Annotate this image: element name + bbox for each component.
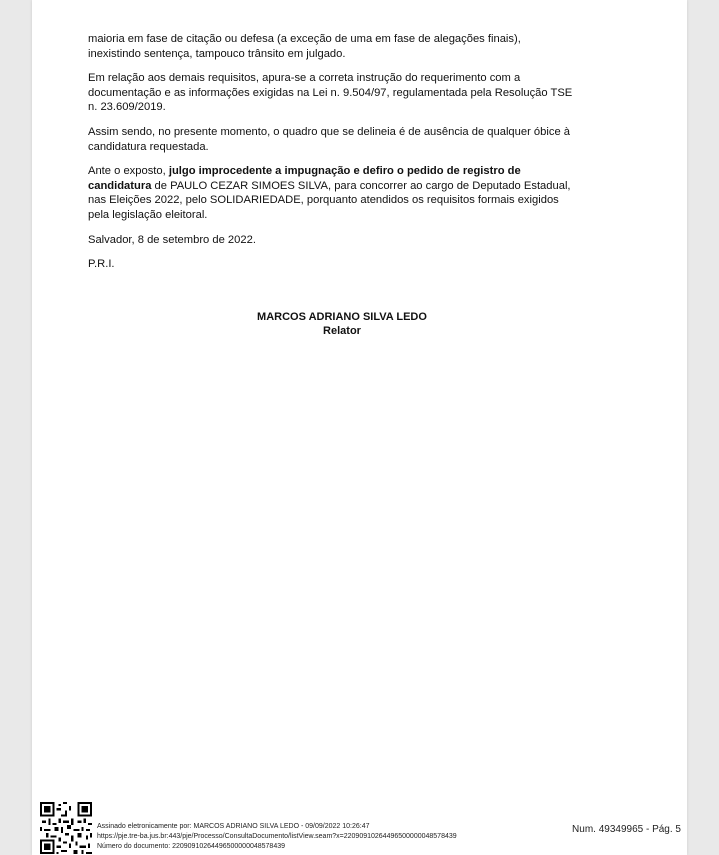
electronic-signature-text: Assinado eletronicamente por: MARCOS ADRIANO SILVA LEDO - 09/09/2022 10:26:47 (97, 823, 370, 830)
paragraph-pending-cases (88, 32, 588, 61)
place-date: Salvador, 8 de setembro de 2022. (88, 233, 256, 246)
ruling-decision-bold-cont: candidatura (88, 179, 152, 192)
text-line: nas Eleições 2022, pelo SOLIDARIEDADE, porquanto atendidos os requisitos formais exigidos (88, 194, 559, 207)
signatory-role: Relator (323, 325, 361, 337)
page-number: Num. 49349965 - Pág. 5 (572, 824, 681, 835)
text-line: n. 23.609/2019. (88, 101, 166, 114)
text-line (88, 164, 588, 179)
document-url-link[interactable]: https://pje.tre-ba.jus.br:443/pje/Processo/ConsultaDocumento/listView.seam?x=22090910264496500000048578439 (97, 833, 457, 840)
document-page (32, 0, 687, 855)
text-line: Assim sendo, no presente momento, o quadro que se delineia é de ausência de qualquer óbice à (88, 125, 571, 138)
text-line: pela legislação eleitoral. (88, 208, 208, 221)
paragraph-ruling (88, 164, 588, 222)
text-line: inexistindo sentença, tampouco trânsito em julgado. (88, 47, 346, 60)
qr-code-icon (40, 802, 92, 854)
ruling-intro: Ante o exposto, (88, 165, 169, 178)
paragraph-conclusion (88, 125, 588, 154)
pri-note: P.R.I. (88, 258, 115, 271)
document-number: Número do documento: 22090910264496500000048578439 (97, 843, 285, 850)
ruling-decision-bold: julgo improcedente a impugnação e defiro o pedido de registro de (168, 165, 521, 178)
document-body (88, 32, 588, 282)
text-line: maioria em fase de citação ou defesa (a exceção de uma em fase de alegações finais), (88, 33, 521, 45)
signature-block (32, 310, 652, 338)
text-line: Em relação aos demais requisitos, apura-se a correta instrução do requerimento com a (88, 72, 521, 85)
signatory-name: MARCOS ADRIANO SILVA LEDO (257, 311, 427, 323)
signature-info (97, 822, 457, 852)
text-line (88, 179, 588, 194)
page-footer (32, 800, 687, 855)
paragraph-requirements (88, 71, 588, 115)
text-line: candidatura requestada. (88, 140, 209, 153)
text-line: documentação e as informações exigidas na Lei n. 9.504/97, regulamentada pela Resolução TSE (88, 86, 573, 99)
candidate-text: de PAULO CEZAR SIMOES SILVA, para concorrer ao cargo de Deputado Estadual, (151, 179, 571, 192)
